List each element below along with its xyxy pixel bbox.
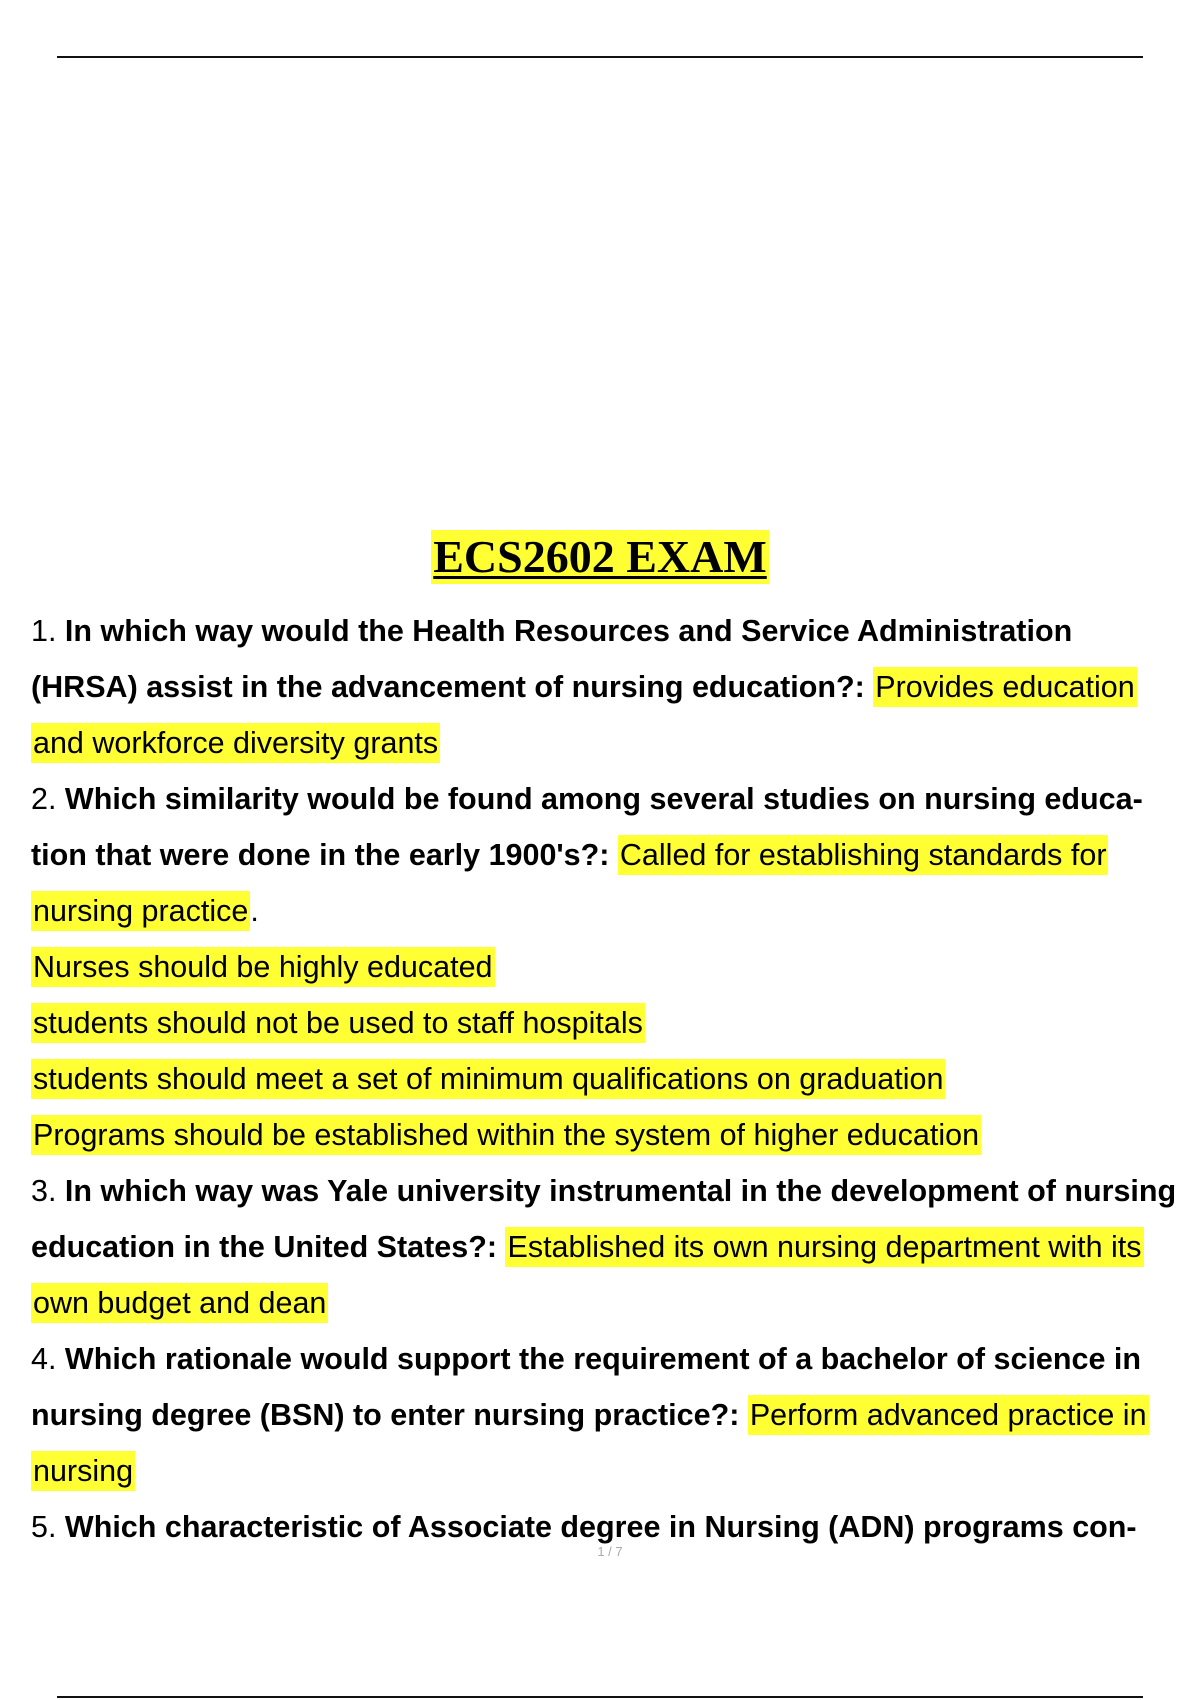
answer-highlight: Perform advanced practice in [748, 1395, 1149, 1435]
answer-highlight: and workforce diversity grants [31, 723, 440, 763]
question-2-line-4 [31, 939, 1200, 995]
question-2-line-3 [31, 883, 1200, 939]
question-3-line-2 [31, 1219, 1200, 1275]
answer-highlight: nursing [31, 1451, 135, 1491]
question-2-line-2 [31, 827, 1200, 883]
question-text: education in the United States?: [31, 1230, 506, 1264]
question-4-line-3 [31, 1443, 1200, 1499]
answer-highlight: Programs should be established within the system of higher education [31, 1115, 981, 1155]
question-number: 4. [31, 1342, 57, 1376]
answer-highlight: Established its own nursing department with its [505, 1227, 1143, 1267]
question-3-line-3 [31, 1275, 1200, 1331]
question-1-line-3 [31, 715, 1200, 771]
question-number: 5. [31, 1510, 57, 1544]
answer-highlight: Nurses should be highly educated [31, 947, 495, 987]
answer-highlight: students should meet a set of minimum qualifications on graduation [31, 1059, 945, 1099]
question-2-line-7 [31, 1107, 1200, 1163]
question-4-line-2 [31, 1387, 1200, 1443]
question-text: (HRSA) assist in the advancement of nursing education?: [31, 670, 874, 704]
bottom-rule [57, 1696, 1143, 1698]
question-text: Which similarity would be found among several studies on nursing educa- [56, 782, 1143, 816]
question-1-line-2 [31, 659, 1200, 715]
answer-highlight: own budget and dean [31, 1283, 328, 1323]
question-number: 2. [31, 782, 57, 816]
question-4-line-1 [31, 1331, 1200, 1387]
question-list [31, 603, 1200, 1555]
question-2-line-6 [31, 1051, 1200, 1107]
question-3-line-1 [31, 1163, 1200, 1219]
question-2-line-5 [31, 995, 1200, 1051]
question-number: 3. [31, 1174, 57, 1208]
title-block [0, 530, 1200, 584]
question-text: Which characteristic of Associate degree in Nursing (ADN) programs con- [56, 1510, 1137, 1544]
answer-highlight: nursing practice [31, 891, 250, 931]
page-number: 1 / 7 [597, 1544, 623, 1559]
question-text: Which rationale would support the requirement of a bachelor of science in [56, 1342, 1142, 1376]
answer-tail: . [250, 894, 259, 928]
question-text: tion that were done in the early 1900's?: [31, 838, 618, 872]
question-text: In which way would the Health Resources and Service Administration [56, 614, 1073, 648]
question-text: nursing degree (BSN) to enter nursing practice?: [31, 1398, 748, 1432]
page-title: ECS2602 EXAM [433, 531, 767, 582]
question-text: In which way was Yale university instrumental in the development of nursing [56, 1174, 1177, 1208]
answer-highlight: Provides education [873, 667, 1136, 707]
answer-highlight: students should not be used to staff hospitals [31, 1003, 645, 1043]
answer-highlight: Called for establishing standards for [618, 835, 1109, 875]
question-number: 1. [31, 614, 57, 648]
question-1-line-1 [31, 603, 1200, 659]
top-rule [57, 56, 1143, 58]
question-2-line-1 [31, 771, 1200, 827]
